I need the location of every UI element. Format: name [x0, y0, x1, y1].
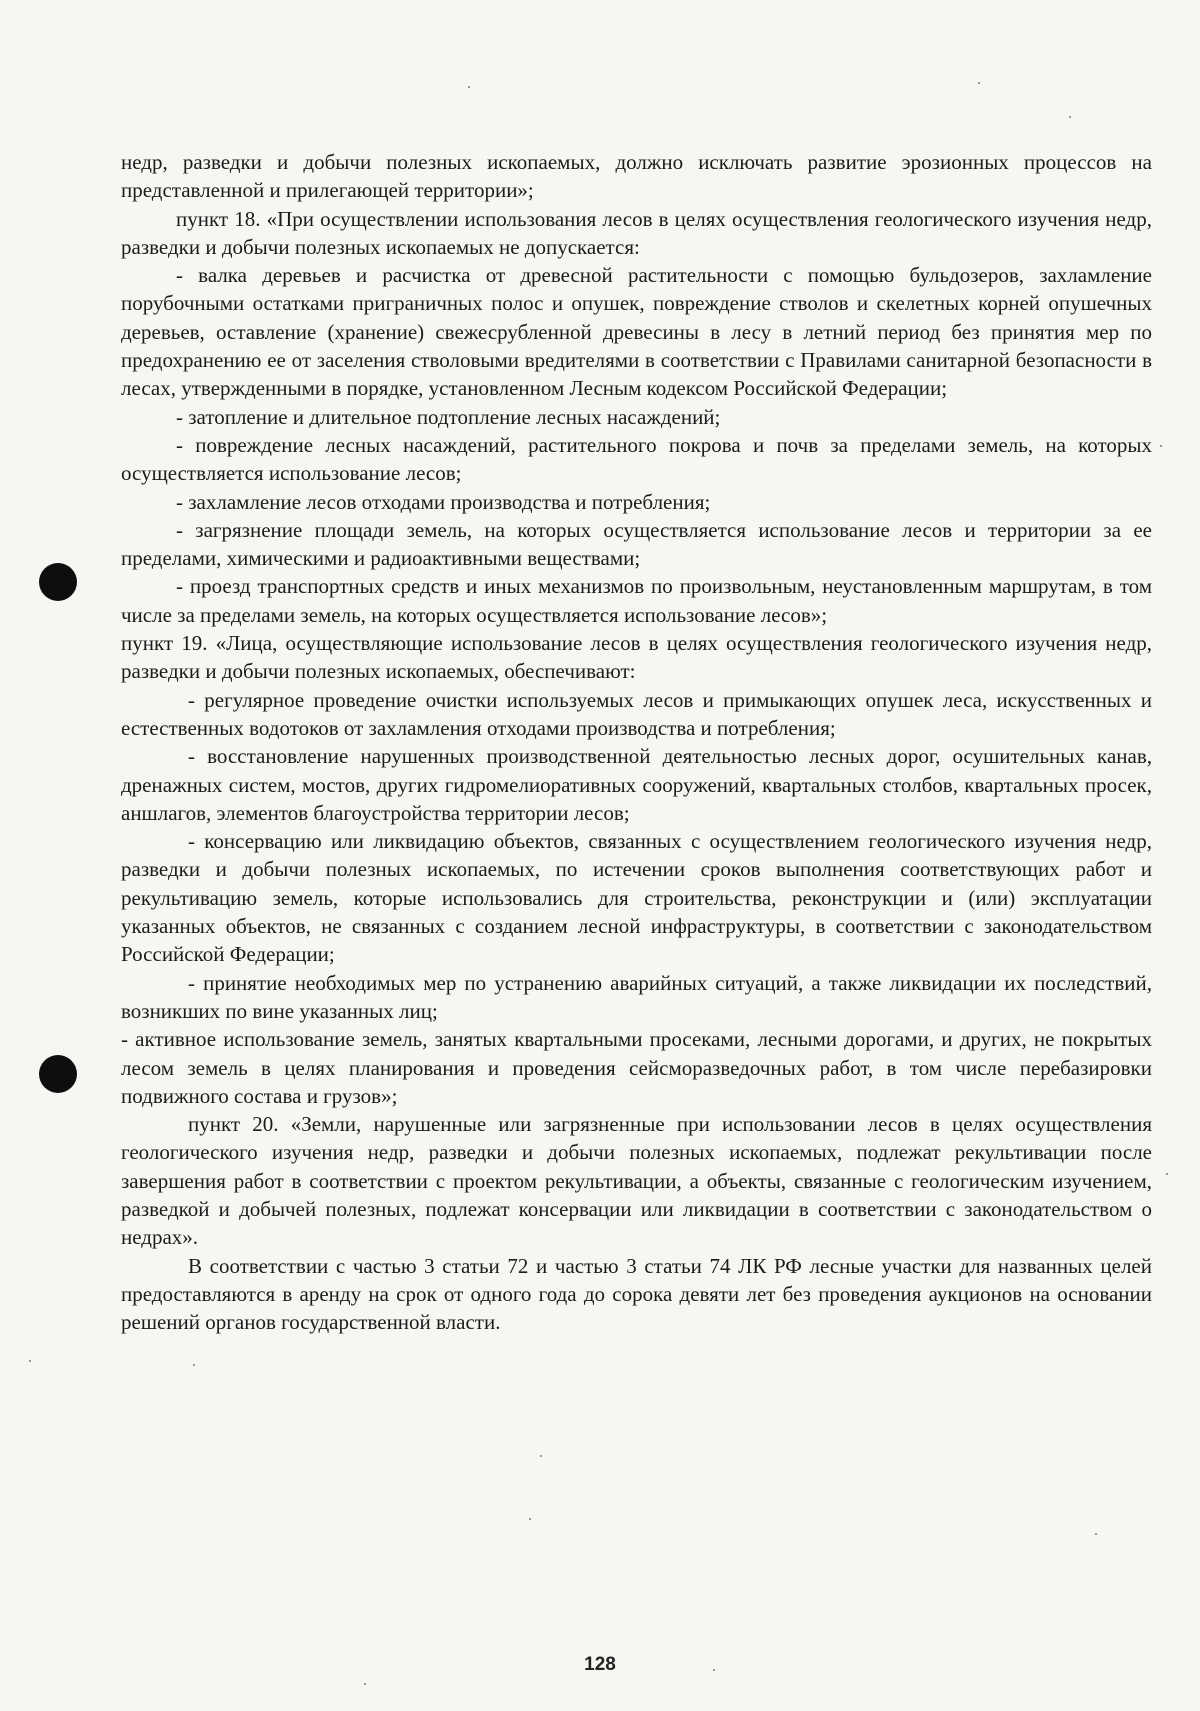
paragraph: недр, разведки и добычи полезных ископаемых, должно исключать развитие эрозионных процессов на представленной и прилегающей территории»; — [121, 150, 1152, 203]
document-body — [121, 148, 1152, 1336]
paragraph: - проезд транспортных средств и иных механизмов по произвольным, неустановленным маршрутам, в том числе за пределами земель, на которых осуществляется использование лесов»; — [121, 574, 1152, 627]
paragraph: пункт 18. «При осуществлении использования лесов в целях осуществления геологического изучения недр, разведки и добычи полезных ископаемых не допускается: — [121, 206, 1152, 259]
paragraph: - валка деревьев и расчистка от древесной растительности с помощью бульдозеров, захламление порубочными остатками приграничных полос и опушек, повреждение стволов и скелетных корней опушечных деревьев, оставление (хранение) свежесрубленной древесины в лесу в летний период без принятия мер по предохранению ее от заселения стволовыми вредителями в соответствии с Правилами санитарной безопасности в лесах, утвержденными в порядке, установленном Лесным кодексом Российской Федерации; — [121, 263, 1152, 401]
paragraph: В соответствии с частью 3 статьи 72 и частью 3 статьи 74 ЛК РФ лесные участки для названных целей предоставляются в аренду на срок от одного года до сорока девяти лет без проведения аукционов на основании решений органов государственной власти. — [121, 1253, 1152, 1335]
punch-hole-bottom — [39, 1055, 77, 1093]
paragraph: пункт 20. «Земли, нарушенные или загрязненные при использовании лесов в целях осуществления геологического изучения недр, разведки и добычи полезных ископаемых, подлежат рекультивации после завершения работ в соответствии с проектом рекультивации, а объекты, связанные с геологическим изучением, разведкой и добычей полезных, подлежат консервации или ликвидации в соответствии с законодательством о недрах». — [121, 1112, 1152, 1250]
scan-speck — [29, 1360, 31, 1362]
paragraph: - восстановление нарушенных производственной деятельностью лесных дорог, осушительных канав, дренажных систем, мостов, других гидромелиоративных сооружений, квартальных столбов, квартальных просек, аншлагов, элементов благоустройства территории лесов; — [121, 744, 1152, 825]
scan-speck — [1160, 445, 1162, 447]
paragraph: пункт 19. «Лица, осуществляющие использование лесов в целях осуществления геологического изучения недр, разведки и добычи полезных ископаемых, обеспечивают: — [121, 631, 1152, 684]
scan-speck — [978, 82, 980, 84]
paragraph: - принятие необходимых мер по устранению аварийных ситуаций, а также ликвидации их последствий, возникших по вине указанных лиц; — [121, 970, 1152, 1023]
scan-speck — [1166, 1173, 1168, 1175]
paragraph: - активное использование земель, занятых квартальными просеками, лесными дорогами, и других, не покрытых лесом земель в целях планирования и проведения сейсморазведочных работ, в том числе перебазировки подвижного состава и грузов»; — [121, 1027, 1152, 1108]
paragraph: - консервацию или ликвидацию объектов, связанных с осуществлением геологического изучения недр, разведки и добычи полезных ископаемых, по истечении сроков выполнения соответствующих работ и рекультивацию земель, которые использовались для строительства, реконструкции и (или) эксплуатации указанных объектов, не связанных с созданием лесной инфраструктуры, в соответствии с законодательством Российской Федерации; — [121, 829, 1152, 967]
scan-speck — [193, 1364, 195, 1366]
scan-speck — [540, 1455, 542, 1457]
scan-speck — [1069, 116, 1071, 118]
scan-speck — [364, 1683, 366, 1685]
punch-hole-top — [39, 563, 77, 601]
scan-speck — [1095, 1533, 1097, 1535]
paragraph: - захламление лесов отходами производства и потребления; — [176, 489, 711, 514]
page-number: 128 — [584, 1654, 616, 1675]
paragraph: - повреждение лесных насаждений, растительного покрова и почв за пределами земель, на которых осуществляется использование лесов; — [121, 432, 1152, 486]
paragraph: - затопление и длительное подтопление лесных насаждений; — [176, 404, 721, 429]
scan-speck — [529, 1518, 531, 1520]
paragraph: - регулярное проведение очистки используемых лесов и примыкающих опушек леса, искусственных и естественных водотоков от захламления отходами производства и потребления; — [121, 687, 1152, 740]
scan-speck — [468, 86, 470, 88]
scan-speck — [713, 1669, 715, 1671]
paragraph: - загрязнение площади земель, на которых осуществляется использование лесов и территории за ее пределами, химическими и радиоактивными веществами; — [121, 517, 1152, 571]
